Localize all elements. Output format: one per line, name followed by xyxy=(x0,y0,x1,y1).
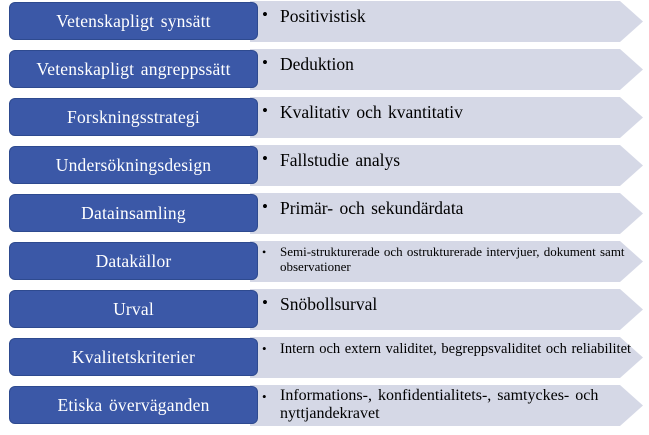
row-bullet-area xyxy=(262,194,632,232)
row-bullet-text: Intern och extern validitet, begreppsvaliditet och reliabilitet xyxy=(280,341,632,357)
row-bullet-area xyxy=(262,290,632,328)
row-undersokningsdesign xyxy=(0,144,649,188)
row-bullet-text: Primär- och sekundärdata xyxy=(280,198,464,218)
row-datakallor xyxy=(0,240,649,284)
row-bullet-area xyxy=(262,50,632,88)
row-bullet-area xyxy=(262,98,632,136)
bullet-icon: • xyxy=(262,389,267,404)
row-bullet-area xyxy=(262,386,632,424)
row-label-box: Urval xyxy=(9,290,258,328)
bullet-icon: • xyxy=(262,5,268,24)
row-bullet-area xyxy=(262,146,632,184)
row-label-box: Kvalitetskriterier xyxy=(9,338,258,376)
row-etiska-overvaganden xyxy=(0,384,649,428)
row-urval xyxy=(0,288,649,332)
row-bullet-area xyxy=(262,338,632,376)
row-bullet-area xyxy=(262,2,632,40)
row-label-box: Undersökningsdesign xyxy=(9,146,258,184)
row-datainsamling xyxy=(0,192,649,236)
bullet-icon: • xyxy=(262,341,267,356)
row-label-box: Etiska överväganden xyxy=(9,386,258,424)
row-kvalitetskriterier xyxy=(0,336,649,380)
row-label-box: Datakällor xyxy=(9,242,258,280)
row-bullet-text: Deduktion xyxy=(280,54,354,74)
bullet-icon: • xyxy=(262,101,268,120)
row-forskningsstrategi xyxy=(0,96,649,140)
row-bullet-area xyxy=(262,242,632,280)
row-bullet-text: Fallstudie analys xyxy=(280,150,401,170)
bullet-icon: • xyxy=(262,245,267,259)
row-bullet-text: Positivistisk xyxy=(280,6,366,26)
row-bullet-text: Semi-strukturerade och ostrukturerade intervjuer, dokument samt observationer xyxy=(280,244,625,274)
row-bullet-text: Kvalitativ och kvantitativ xyxy=(280,102,463,122)
row-label-box: Datainsamling xyxy=(9,194,258,232)
row-label-box: Vetenskapligt angreppssätt xyxy=(9,50,258,88)
row-bullet-text: Informations-, konfidentialitets-, samtyckes- och nyttjandekravet xyxy=(280,387,599,422)
bullet-icon: • xyxy=(262,197,268,216)
row-label-box: Forskningsstrategi xyxy=(9,98,258,136)
bullet-icon: • xyxy=(262,293,268,312)
bullet-icon: • xyxy=(262,149,268,168)
row-vetenskapligt-angreppssatt xyxy=(0,48,649,92)
row-bullet-text: Snöbollsurval xyxy=(280,294,378,314)
row-vetenskapligt-synsatt xyxy=(0,0,649,44)
bullet-icon: • xyxy=(262,53,268,72)
row-label-box: Vetenskapligt synsätt xyxy=(9,2,258,40)
